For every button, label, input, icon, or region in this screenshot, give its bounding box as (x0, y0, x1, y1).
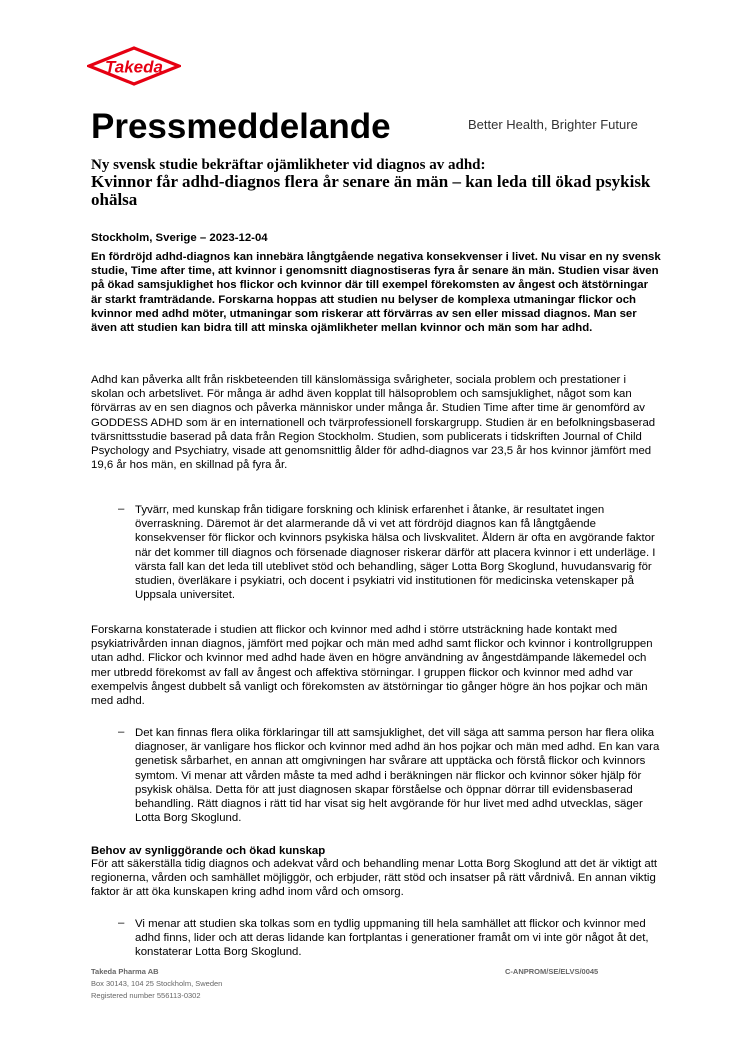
quote-dash: – (118, 503, 125, 515)
headline-line-1: Ny svensk studie bekräftar ojämlikheter vid diagnos av adhd: (91, 157, 486, 173)
quote-dash: – (118, 726, 125, 738)
body-paragraph-2: Forskarna konstaterade i studien att flickor och kvinnor med adhd i större utsträckning hade kontakt med psykiatrivården innan diagnos, jämfört med pojkar och män med adhd samt flickor och kvinnor i kontrollgruppen utan adhd. Flickor och kvinnor med adhd hade även en högre användning av ångestdämpande läkemedel och mer utbredd förekomst av fall av ångest och affektiva störningar. I gruppen flickor och kvinnor med adhd var exempelvis ångest dubbelt så vanligt och förekomsten av ätstörningar tio gånger högre än hos pojkar och män med adhd. (91, 624, 653, 708)
quote-dash: – (118, 917, 125, 929)
quote-paragraph-1: Tyvärr, med kunskap från tidigare forskning och klinisk erfarenhet i åtanke, är resultatet ingen överraskning. Däremot är det alarmerande då vi vet att fördröjd diagnos kan få långtgående konsekvenser för flickor och kvinnors psykiska hälsa och livskvalitet. Åldern är ofta en avgörande faktor när det kommer till diagnos och försenade diagnoser riskerar därför att placera kvinnor i ett underläge. I värsta fall kan det leda till uteblivet stöd och behandling, säger Lotta Borg Skoglund, huvudansvarig för studien, överläkare i psykiatri, och docent i psykiatri vid institutionen för medicinska vetenskaper på Uppsala universitet. (135, 504, 656, 602)
takeda-logo (87, 46, 181, 86)
takeda-logo-mark (87, 46, 181, 86)
dateline: Stockholm, Sverige – 2023-12-04 (91, 232, 268, 244)
body-paragraph-1: Adhd kan påverka allt från riskbeteenden till känslomässiga svårigheter, sociala problem och prestationer i skolan och arbetslivet. För många är adhd även kopplat till hälsoproblem och samsjuklighet, något som kan förvärras av en sen diagnos och påverka människor under många år. Studien Time after time är genomförd av GODDESS ADHD som är en internationell och tvärprofessionell forskargrupp. Studien är en befolkningsbaserad tvärsnittsstudie baserad på data från Region Stockholm. Studien, som publicerats i tidskriften Journal of Child Psychology and Psychiatry, visade att genomsnittlig ålder för adhd-diagnos var 23,5 år hos kvinnor jämfört med 19,6 år hos män, en skillnad på fyra år. (91, 374, 656, 472)
lead-paragraph: En fördröjd adhd-diagnos kan innebära långtgående negativa konsekvenser i livet. Nu visar en ny svensk studie, Time after time, att kvinnor i genomsnitt diagnostiseras fyra år senare än män. Studien visar även på ökad samsjuklighet hos flickor och kvinnor där till exempel förekomsten av ångest och ätstörningar är starkt framträdande. Forskarna hoppas att studien nu belyser de komplexa utmaningar flickor och kvinnor med adhd möter, utmaningar som riskerar att förvärras av sen eller missad diagnos. Man ser även att studien kan bidra till att minska ojämlikheter mellan kvinnor och män som har adhd. (91, 251, 661, 335)
footer-address: Box 30143, 104 25 Stockholm, Sweden (91, 979, 223, 988)
body-paragraph-3: För att säkerställa tidig diagnos och adekvat vård och behandling menar Lotta Borg Skoglund att det är viktigt att regionerna, vården och samhället möjliggör, och erbjuder, rätt stöd och insatser på rätt vårdnivå. En annan viktig faktor är att öka kunskapen kring adhd inom vård och omsorg. (91, 858, 658, 899)
quote-paragraph-3: Vi menar att studien ska tolkas som en tydlig uppmaning till hela samhället att flickor och kvinnor med adhd finns, lider och att deras lidande kan fortplantas i generationer framåt om vi inte gör något åt det, konstaterar Lotta Borg Skoglund. (135, 918, 649, 959)
footer-registration: Registered number 556113-0302 (91, 991, 201, 1000)
tagline: Better Health, Brighter Future (468, 117, 638, 132)
logo-wordmark: Takeda (105, 57, 163, 77)
section-heading: Behov av synliggörande och ökad kunskap (91, 845, 326, 857)
quote-paragraph-2: Det kan finnas flera olika förklaringar till att samsjuklighet, det vill säga att samma person har flera olika diagnoser, är vanligare hos flickor och kvinnor med adhd än hos pojkar och män med adhd. En kan vara genetisk sårbarhet, en annan att omgivningen har svårare att upptäcka och förstå flickor och kvinnors symtom. Vi menar att vården måste ta med adhd i beräkningen när flickor och kvinnor söker hjälp för psykisk ohälsa. Detta för att just diagnosen skapar förståelse och öppnar dörrar till evidensbaserad behandling. Rätt diagnos i rätt tid har visat sig helt avgörande för hur livet med adhd utvecklas, säger Lotta Borg Skoglund. (135, 727, 660, 825)
footer-company: Takeda Pharma AB (91, 967, 159, 976)
page-title: Pressmeddelande (91, 107, 391, 146)
headline-line-2: Kvinnor får adhd-diagnos flera år senare än män – kan leda till ökad psykisk ohälsa (91, 172, 651, 209)
footer-document-code: C-ANPROM/SE/ELVS/0045 (505, 967, 599, 976)
